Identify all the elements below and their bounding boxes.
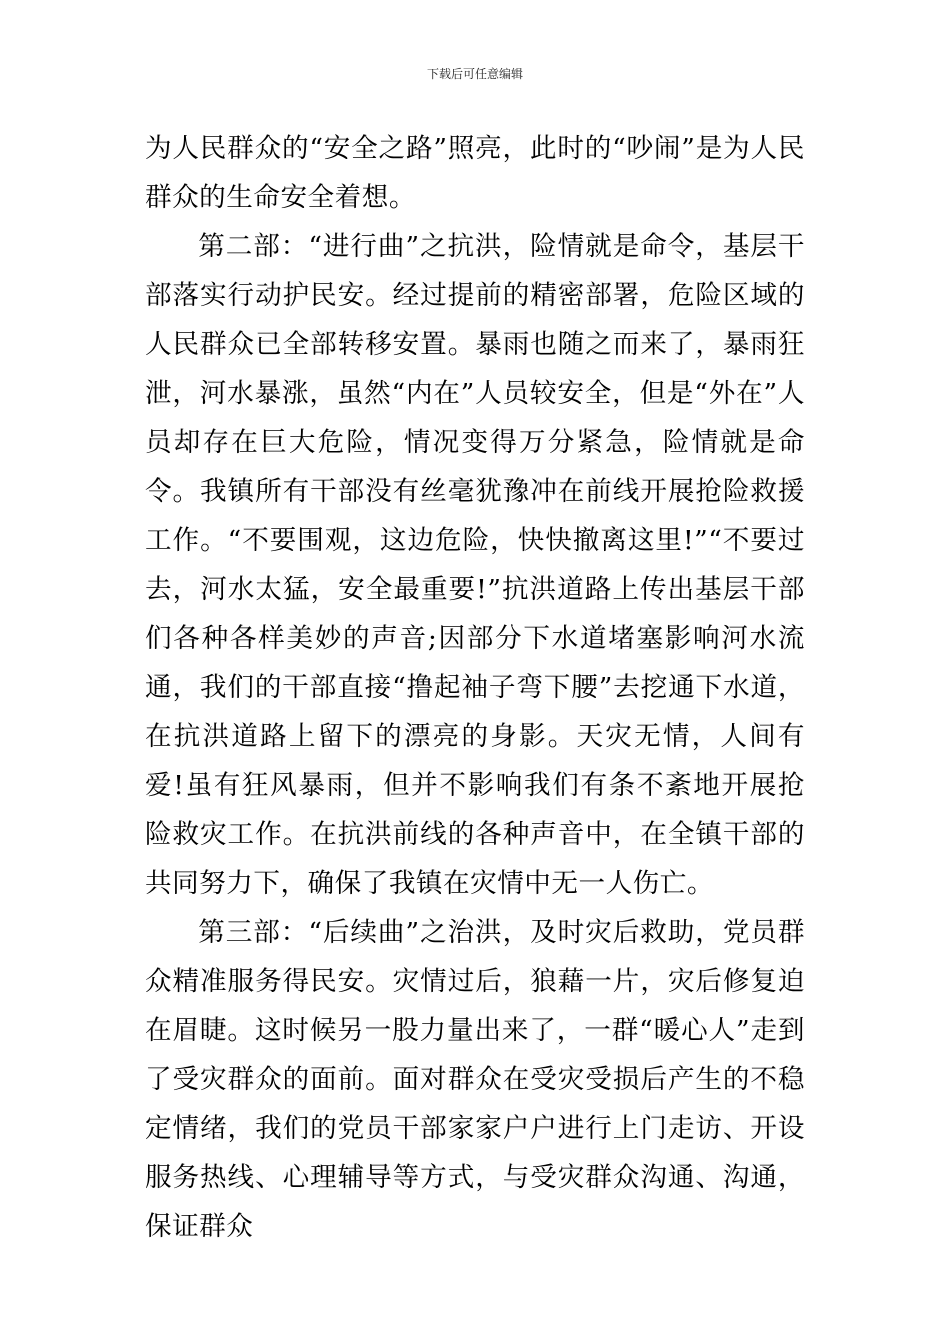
document-body (145, 124, 805, 1251)
page-header: 下载后可任意编辑 (426, 67, 523, 81)
paragraph-continuation: 为人民群众的“安全之路”照亮，此时的“吵闹”是为人民群众的生命安全着想。 (145, 133, 805, 213)
paragraph-part-two: 第二部：“进行曲”之抗洪，险情就是命令，基层干部落实行动护民安。经过提前的精密部署，危险区域的人民群众已全部转移安置。暴雨也随之而来了，暴雨狂泄，河水暴涨，虽然“内在”人员较安全，但是“外在”人员却存在巨大危险，情况变得万分紧急，险情就是命令。我镇所有干部没有丝毫犹豫冲在前线开展抢险救援工作。“不要围观，这边危险，快快撤离这里!”“不要过去，河水太猛，安全最重要!”抗洪道路上传出基层干部们各种各样美妙的声音;因部分下水道堵塞影响河水流通，我们的干部直接“撸起袖子弯下腰”去挖通下水道，在抗洪道路上留下的漂亮的身影。天灾无情，人间有爱!虽有狂风暴雨，但并不影响我们有条不紊地开展抢险救灾工作。在抗洪前线的各种声音中，在全镇干部的共同努力下，确保了我镇在灾情中无一人伤亡。 (145, 231, 805, 899)
paragraph-part-three: 第三部：“后续曲”之治洪，及时灾后救助，党员群众精准服务得民安。灾情过后，狼藉一片，灾后修复迫在眉睫。这时候另一股力量出来了，一群“暖心人”走到了受灾群众的面前。面对群众在受灾受损后产生的不稳定情绪，我们的党员干部家家户户进行上门走访、开设服务热线、心理辅导等方式，与受灾群众沟通、沟通，保证群众 (145, 917, 805, 1242)
